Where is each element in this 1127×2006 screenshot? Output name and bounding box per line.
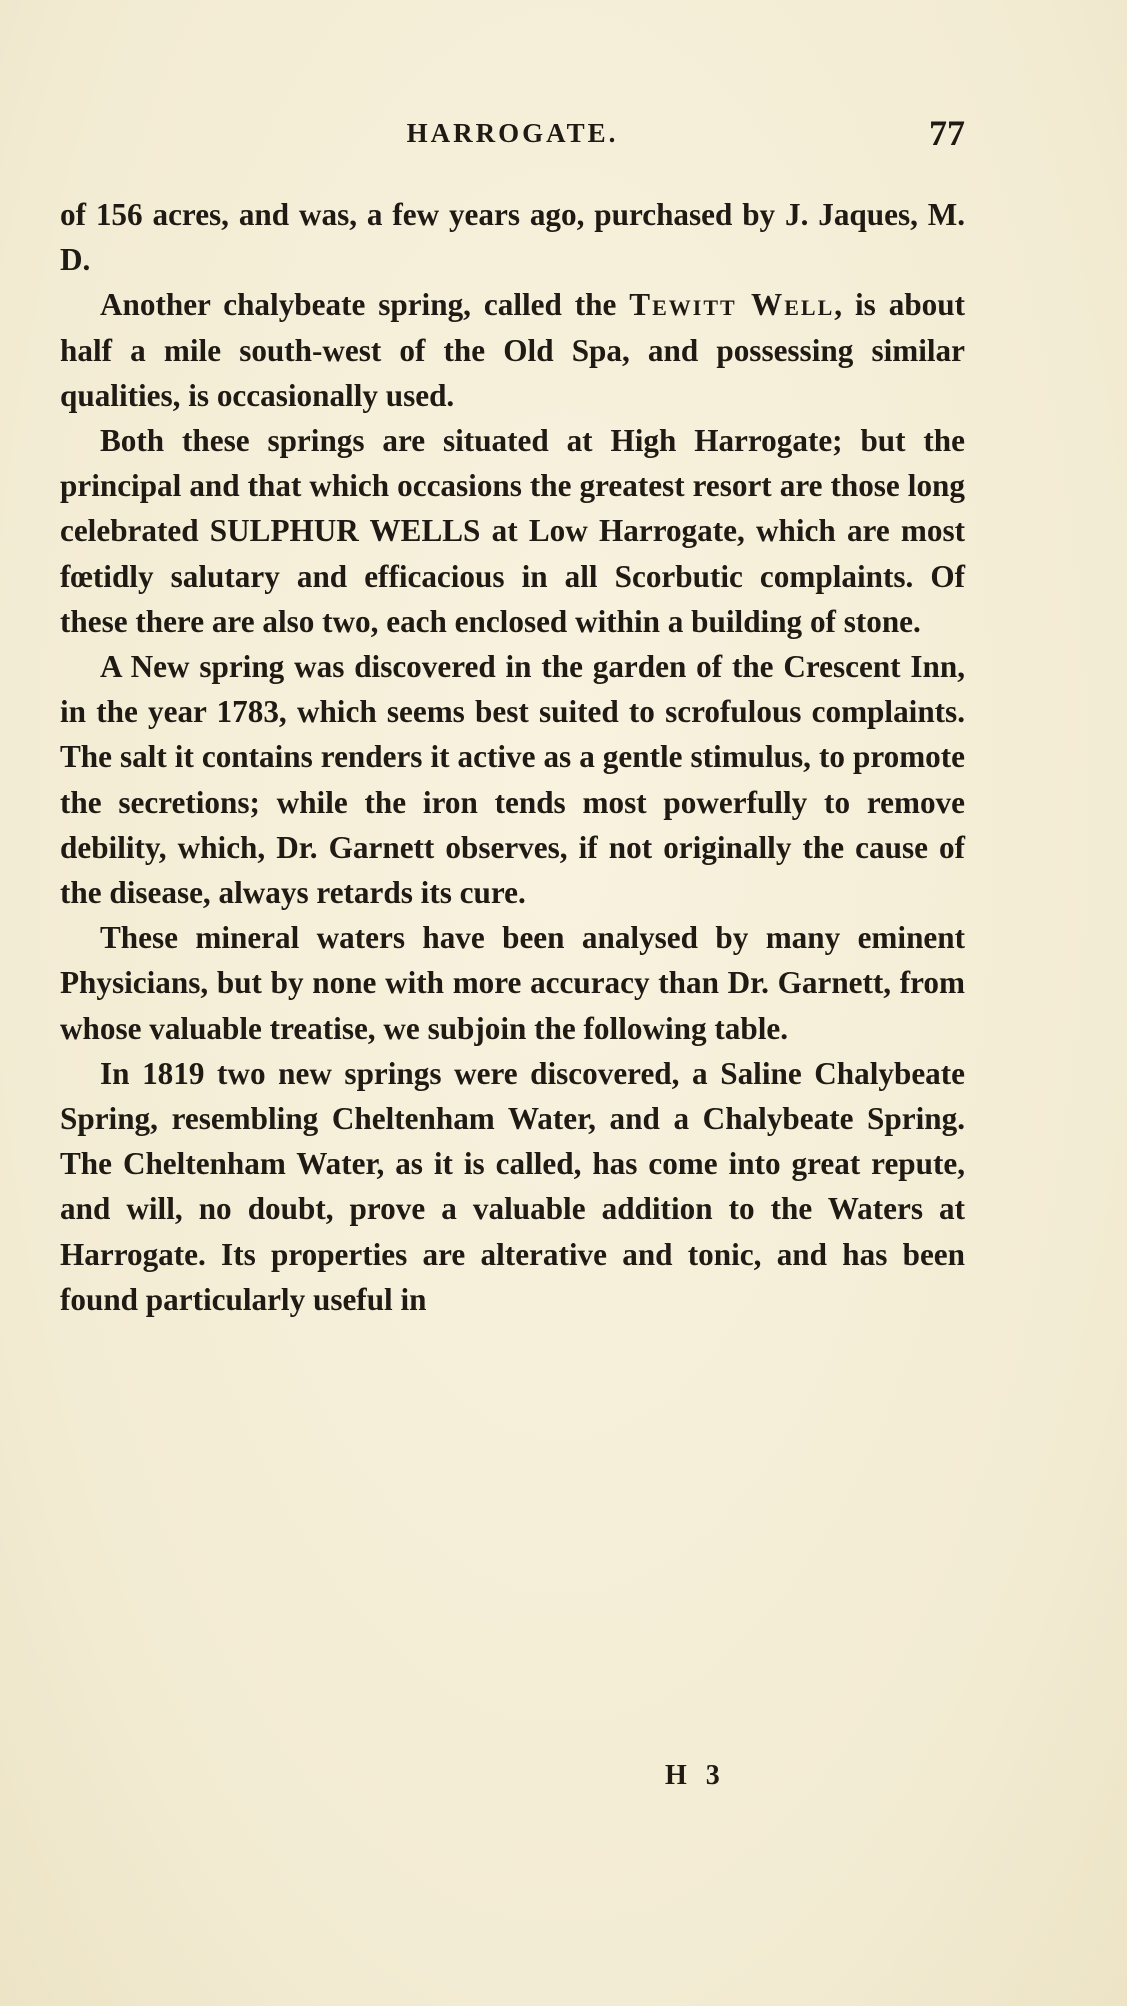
page-number: 77 <box>929 113 965 153</box>
paragraph-continued: of 156 acres, and was, a few years ago, purchased by J. Jaques, M. D. <box>60 197 965 278</box>
body-text <box>60 192 965 1322</box>
page-header <box>60 110 965 160</box>
paragraph-text-before: Another chalybeate spring, called the <box>100 287 630 323</box>
paragraph-text-after: , is about half a mile south-west of the Old Spa, and possessing similar qualities, is occasionally used. <box>60 287 965 413</box>
paragraph-sulphur-wells: Both these springs are situated at High Harrogate; but the principal and that which occasions the greatest resort are those long celebrated SULPHUR WELLS at Low Harrogate, which are most fœtidly salutary and efficacious in all Scorbutic complaints. Of these there are also two, each enclosed within a building of stone. <box>60 423 965 639</box>
small-caps-name: Tewitt Well <box>629 287 835 323</box>
paragraph-tewitt-well <box>60 282 965 418</box>
running-head: HARROGATE. <box>406 118 619 148</box>
signature-mark: H 3 <box>665 1760 726 1791</box>
paragraph-1819-springs: In 1819 two new springs were discovered, a Saline Chalybeate Spring, resembling Cheltenham Water, and a Chalybeate Spring. The Cheltenham Water, as it is called, has come into great repute, and will, no doubt, prove a valuable addition to the Waters at Harrogate. Its properties are alterative and tonic, and has been found particularly useful in <box>60 1055 965 1317</box>
paragraph-analysis: These mineral waters have been analysed by many eminent Physicians, but by none with more accuracy than Dr. Garnett, from whose valuable treatise, we subjoin the following table. <box>60 920 965 1046</box>
paragraph-new-spring: A New spring was discovered in the garden of the Crescent Inn, in the year 1783, which seems best suited to scrofulous complaints. The salt it contains renders it active as a gentle stimulus, to promote the secretions; while the iron tends most powerfully to remove debility, which, Dr. Garnett observes, if not originally the cause of the disease, always retards its cure. <box>60 649 965 911</box>
